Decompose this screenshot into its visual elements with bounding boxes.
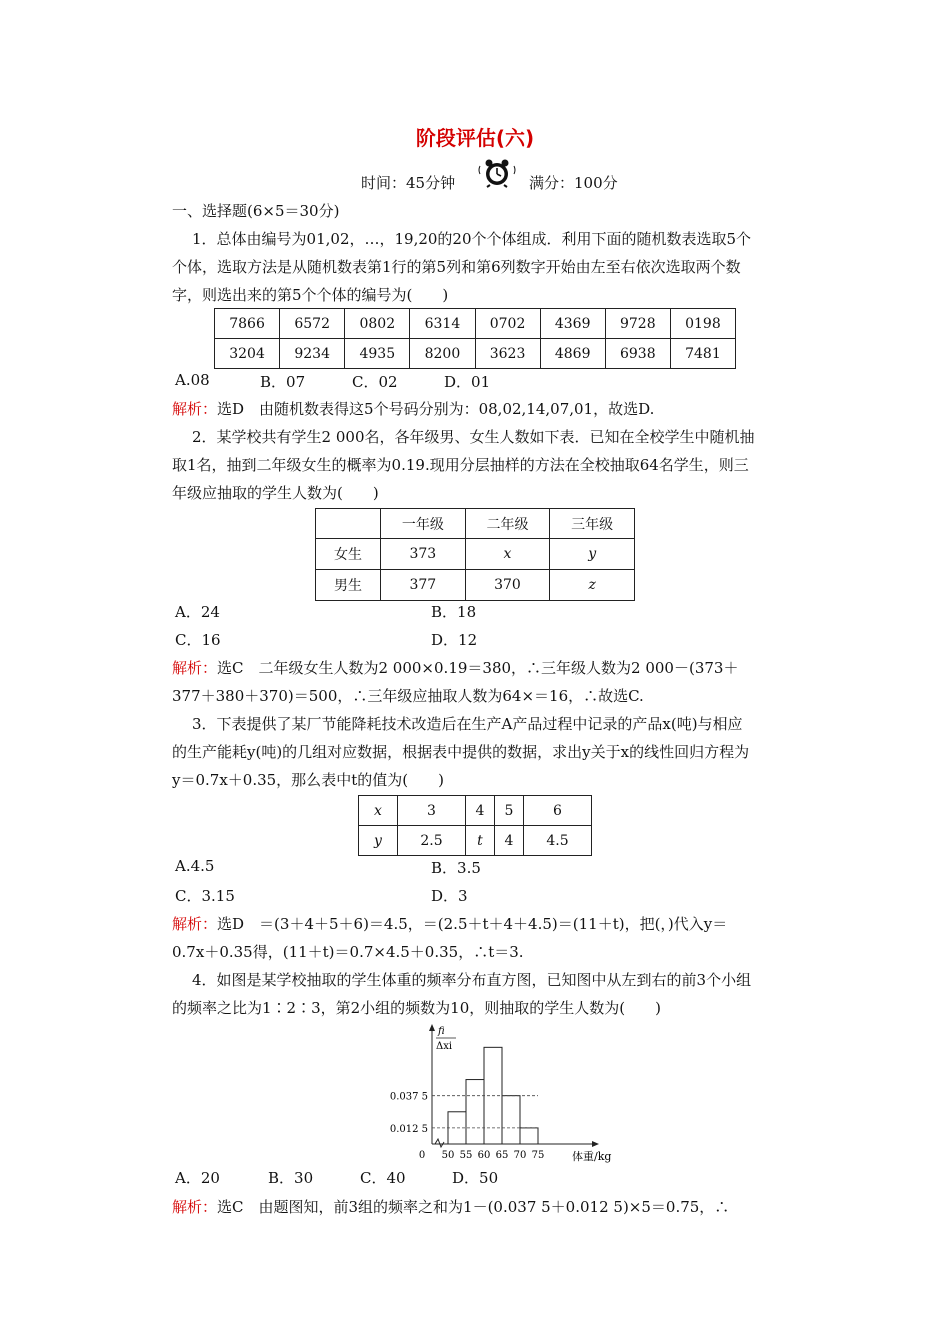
- q3-data-table: [358, 795, 592, 856]
- page-title: 阶段评估(六): [415, 126, 535, 150]
- q4-option-b: B．30: [268, 1169, 314, 1187]
- table-cell: 9728: [605, 309, 670, 339]
- x-tick-label: 70: [513, 1150, 527, 1161]
- table-cell: 7481: [670, 339, 735, 369]
- table-cell: 4.5: [523, 826, 591, 856]
- q3-text-line-2: 的生产能耗y(吨)的几组对应数据，根据表中提供的数据，求出y关于x的线性回归方程为: [172, 743, 750, 761]
- x-tick-label: 65: [495, 1150, 509, 1161]
- q3-analysis-line-2: 0.7x＋0.35得，(11＋t)＝0.7×4.5＋0.35，∴t＝3.: [172, 943, 524, 961]
- analysis-label: 解析：: [172, 1198, 218, 1216]
- table-cell: 4: [494, 826, 523, 856]
- table-cell: 4369: [540, 309, 605, 339]
- q3-option-b: B．3.5: [431, 859, 481, 877]
- table-cell: 4: [466, 796, 495, 826]
- q4-option-d: D．50: [452, 1169, 499, 1187]
- q3-analysis-line-1: [172, 913, 727, 934]
- histogram-bar: [466, 1080, 484, 1144]
- analysis-label: 解析：: [172, 400, 218, 418]
- table-header: 二年级: [465, 509, 550, 539]
- q3-option-c: C．3.15: [175, 887, 235, 905]
- table-cell: 373: [381, 539, 466, 570]
- table-cell: 0702: [475, 309, 540, 339]
- table-cell: 4935: [345, 339, 410, 369]
- analysis-label: 解析：: [172, 659, 218, 677]
- q3-option-d: D．3: [431, 887, 468, 905]
- table-cell: 女生: [316, 539, 381, 570]
- alarm-clock-icon: [476, 156, 518, 188]
- x-tick-label: 60: [477, 1150, 491, 1161]
- x-axis-label: 体重/kg: [572, 1150, 612, 1163]
- q1-random-table: [214, 308, 736, 369]
- q4-option-a: A．20: [175, 1169, 220, 1187]
- q2-analysis-line-1: [172, 657, 738, 678]
- q1-option-c: C．02: [352, 373, 398, 391]
- q1-text-line-3: 字，则选出来的第5个个体的编号为( ): [172, 286, 449, 304]
- y-axis-arrow: [429, 1024, 435, 1031]
- table-cell: t: [466, 826, 495, 856]
- q2-text-line-1: 2．某学校共有学生2 000名，各年级男、女生人数如下表．已知在全校学生中随机抽: [192, 428, 755, 446]
- y-label-bottom: Δxi: [436, 1041, 453, 1052]
- table-cell: 2.5: [398, 826, 466, 856]
- table-cell: 5: [494, 796, 523, 826]
- table-cell: y: [359, 826, 398, 856]
- q1-option-a: A.08: [175, 371, 210, 389]
- table-cell: 4869: [540, 339, 605, 369]
- q1-option-d: D．01: [444, 373, 491, 391]
- table-cell: 男生: [316, 570, 381, 601]
- x-tick-label: 75: [531, 1150, 545, 1161]
- q1-text-line-2: 个体，选取方法是从随机数表第1行的第5列和第6列数字开始由左至右依次选取两个数: [172, 258, 741, 276]
- q3-answer-1: 选D ＝(3＋4＋5＋6)＝4.5，＝(2.5＋t＋4＋4.5)＝(11＋t)，把(，)代入y＝: [217, 915, 728, 933]
- table-cell: 3204: [215, 339, 280, 369]
- x-tick-label: 55: [459, 1150, 473, 1161]
- histogram-svg: [380, 1020, 620, 1165]
- q4-answer: 选C 由题图知，前3组的频率之和为1－(0.037 5＋0.012 5)×5＝0.75，∴: [217, 1198, 730, 1216]
- table-cell: 3: [398, 796, 466, 826]
- table-cell: 6572: [280, 309, 345, 339]
- q1-analysis: [172, 398, 654, 419]
- table-cell: z: [550, 570, 635, 601]
- q4-text-line-2: 的频率之比为1∶2∶3，第2小组的频数为10，则抽取的学生人数为( ): [172, 999, 661, 1017]
- histogram-bar: [502, 1096, 520, 1144]
- table-cell: 0198: [670, 309, 735, 339]
- q2-text-line-2: 取1名，抽到二年级女生的概率为0.19.现用分层抽样的方法在全校抽取64名学生，则三: [172, 456, 749, 474]
- q4-option-c: C．40: [360, 1169, 406, 1187]
- table-header: 三年级: [550, 509, 635, 539]
- table-header: 一年级: [381, 509, 466, 539]
- table-cell: y: [550, 539, 635, 570]
- axis-break-mark: [435, 1139, 444, 1147]
- x-axis-arrow: [592, 1141, 599, 1147]
- section-heading: 一、选择题(6×5＝30分): [172, 202, 340, 220]
- table-cell: 370: [465, 570, 550, 601]
- q2-grade-table: [315, 508, 635, 601]
- table-cell: 6938: [605, 339, 670, 369]
- table-cell: 6314: [410, 309, 475, 339]
- q2-option-d: D．12: [431, 631, 478, 649]
- q4-analysis: [172, 1196, 729, 1217]
- time-label: 时间：45分钟: [361, 174, 456, 192]
- q1-text-line-1: 1．总体由编号为01,02，…，19,20的20个个体组成．利用下面的随机数表选取5个: [192, 230, 752, 248]
- analysis-label: 解析：: [172, 915, 218, 933]
- table-cell: x: [359, 796, 398, 826]
- table-cell: 8200: [410, 339, 475, 369]
- x-tick-label: 50: [441, 1150, 455, 1161]
- y-label-top: fi: [438, 1026, 445, 1037]
- histogram-bar: [520, 1128, 538, 1144]
- x-tick-label: 0: [418, 1150, 426, 1161]
- table-cell: 377: [381, 570, 466, 601]
- q2-text-line-3: 年级应抽取的学生人数为( ): [172, 484, 379, 502]
- table-cell: 9234: [280, 339, 345, 369]
- q2-option-c: C．16: [175, 631, 221, 649]
- score-label: 满分：100分: [529, 174, 618, 192]
- table-cell: 6: [523, 796, 591, 826]
- y-tick-label: 0.012 5: [389, 1123, 428, 1135]
- table-header: [316, 509, 381, 539]
- q2-option-b: B．18: [431, 603, 477, 621]
- table-cell: 3623: [475, 339, 540, 369]
- q3-option-a: A.4.5: [175, 857, 215, 875]
- histogram-chart: [380, 1020, 620, 1169]
- q3-text-line-1: 3．下表提供了某厂节能降耗技术改造后在生产A产品过程中记录的产品x(吨)与相应: [192, 715, 743, 733]
- y-tick-label: 0.037 5: [389, 1091, 428, 1103]
- q1-option-b: B．07: [260, 373, 306, 391]
- q2-analysis-line-2: 377＋380＋370)＝500，∴三年级应抽取人数为64×＝16，∴故选C.: [172, 687, 644, 705]
- q2-answer-1: 选C 二年级女生人数为2 000×0.19＝380，∴三年级人数为2 000－(373＋: [217, 659, 739, 677]
- q1-answer: 选D 由随机数表得这5个号码分别为：08,02,14,07,01，故选D.: [217, 400, 655, 418]
- q2-option-a: A．24: [175, 603, 220, 621]
- q4-text-line-1: 4．如图是某学校抽取的学生体重的频率分布直方图，已知图中从左到右的前3个小组: [192, 971, 752, 989]
- q3-text-line-3: y＝0.7x＋0.35，那么表中t的值为( ): [172, 771, 444, 789]
- table-cell: x: [465, 539, 550, 570]
- table-cell: 7866: [215, 309, 280, 339]
- table-cell: 0802: [345, 309, 410, 339]
